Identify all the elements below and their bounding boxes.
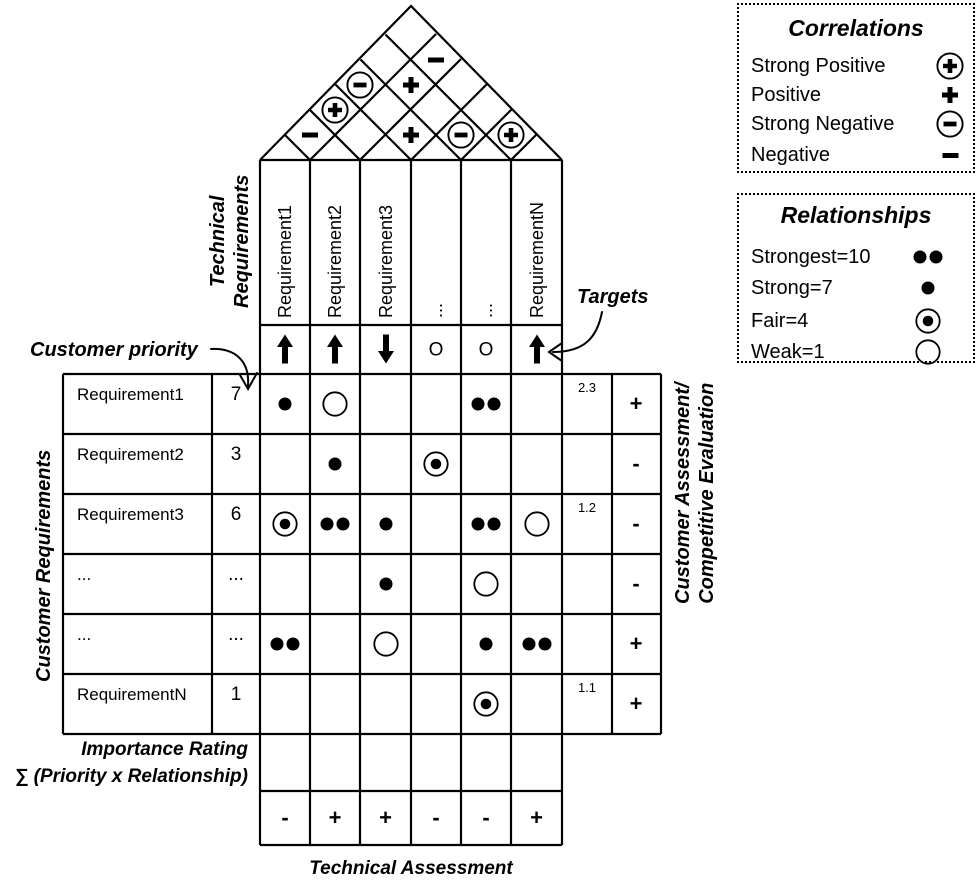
assessment-sign-cell: [630, 633, 643, 655]
legend-item-label: Strong Negative: [751, 112, 895, 135]
tech-column-header: RequirementN: [526, 201, 547, 318]
legend-item: [751, 337, 971, 367]
assessment-value: 1.2: [577, 500, 597, 515]
legend-item: [751, 109, 971, 139]
target-symbol: [377, 334, 394, 364]
relationship-symbol: [423, 451, 449, 477]
tech-column-header: Requirement3: [375, 204, 396, 318]
roof-correlation-symbol: [402, 126, 420, 144]
relationship-symbol: [373, 631, 399, 657]
roof-correlation-symbol: [321, 96, 349, 124]
legend-item-label: Positive: [751, 83, 822, 106]
circle_minus-icon: [930, 110, 970, 138]
legend-item: [751, 306, 971, 336]
legend-item: [751, 51, 971, 81]
target-o: O: [478, 339, 494, 361]
dot-icon: [908, 281, 948, 295]
row-name: Requirement1: [77, 385, 184, 404]
customer-priority-label: Customer priority: [30, 339, 198, 361]
relationship-symbol: [471, 517, 501, 531]
technical-requirements-line1: Technical: [207, 195, 229, 288]
relationship-symbol: [473, 571, 499, 597]
row-priority: 3: [230, 444, 242, 465]
row-priority: 7: [230, 384, 242, 405]
tech-assessment-sign: -: [482, 805, 490, 830]
roof-correlation-symbol: [402, 76, 420, 94]
tech-column-header: Requirement1: [275, 204, 295, 318]
legend-item: [751, 140, 971, 170]
plus-icon: [930, 86, 970, 104]
roof-correlation-symbol: [302, 132, 319, 139]
legend-item: [751, 242, 971, 272]
legend-item-label: Weak=1: [751, 340, 825, 363]
tech-assessment-cell: [329, 807, 342, 829]
tech-assessment-cell: [281, 807, 288, 829]
targets-label: Targets: [577, 286, 649, 308]
relationship-symbol: [328, 457, 342, 471]
tech-column-header: Requirement2: [325, 204, 345, 318]
tech-column-header: ...: [426, 302, 446, 318]
customer-assessment-line2: Competitive Evaluation: [696, 382, 718, 604]
row-priority: 1: [230, 684, 242, 705]
tech-assessment-sign: -: [281, 805, 289, 830]
relationship-symbol: [320, 517, 350, 531]
technical-assessment-label: Technical Assessment: [309, 858, 513, 879]
tech-assessment-cell: [482, 807, 489, 829]
legend-item: [751, 80, 971, 110]
tech-assessment-cell: [530, 807, 543, 829]
customer-assessment-label: [671, 382, 719, 604]
row-name: Requirement2: [77, 445, 184, 464]
importance-rating-line2: ∑ (Priority x Relationship): [14, 766, 248, 787]
assessment-sign: +: [629, 631, 643, 656]
technical-requirements-line2: Requirements: [231, 174, 253, 308]
relationships-legend-title: Relationships: [780, 202, 932, 228]
dot2-icon: [908, 250, 948, 264]
circle_plus-icon: [930, 52, 970, 80]
customer-assessment-line1: Customer Assessment/: [672, 382, 694, 604]
tech-assessment-sign: +: [530, 805, 543, 830]
assessment-sign: +: [629, 391, 643, 416]
correlations-legend: [737, 3, 975, 173]
minus-icon: [930, 152, 970, 159]
target-symbol: [479, 341, 494, 360]
roof-correlation-symbol: [497, 121, 525, 149]
legend-item-label: Strong Positive: [751, 54, 886, 77]
correlations-legend-title: Correlations: [788, 15, 924, 41]
relationships-legend: [737, 193, 975, 363]
roof-correlation-symbol: [428, 57, 445, 64]
assessment-sign-cell: [632, 573, 639, 595]
row-name: Requirement3: [77, 505, 184, 524]
relationship-symbol: [270, 637, 300, 651]
target-o: O: [428, 339, 444, 361]
row-priority: ...: [228, 564, 244, 585]
target-symbol: [528, 334, 545, 364]
relationship-symbol: [479, 637, 493, 651]
relationship-symbol: [278, 397, 292, 411]
relationship-symbol: [379, 517, 393, 531]
circle-icon: [908, 339, 948, 365]
assessment-sign: -: [632, 571, 640, 596]
roof-correlation-symbol: [346, 71, 374, 99]
assessment-value: 1.1: [577, 680, 597, 695]
legend-item-label: Negative: [751, 143, 830, 166]
relationship-symbol: [524, 511, 550, 537]
tech-assessment-cell: [432, 807, 439, 829]
relationship-symbol: [471, 397, 501, 411]
relationship-symbol: [272, 511, 298, 537]
row-name: ...: [77, 625, 92, 644]
assessment-sign: -: [632, 451, 640, 476]
target-symbol: [277, 334, 294, 364]
assessment-sign: +: [629, 691, 643, 716]
relationship-symbol: [473, 691, 499, 717]
row-name: ...: [77, 565, 92, 584]
row-priority: 6: [230, 504, 242, 525]
legend-item-label: Strongest=10: [751, 245, 871, 268]
importance-rating-line1: Importance Rating: [81, 739, 248, 760]
customer-requirements-label: Customer Requirements: [33, 449, 55, 682]
row-name: RequirementN: [77, 685, 187, 704]
circle_dot-icon: [908, 308, 948, 334]
technical-requirements-label: [206, 175, 254, 308]
assessment-sign: -: [632, 511, 640, 536]
tech-assessment-sign: +: [328, 805, 342, 830]
roof-correlation-symbol: [447, 121, 475, 149]
assessment-sign-cell: [632, 453, 639, 475]
relationship-symbol: [322, 391, 348, 417]
assessment-sign-cell: [630, 393, 643, 415]
row-priority: ...: [228, 624, 244, 645]
relationship-symbol: [522, 637, 552, 651]
assessment-value: 2.3: [577, 380, 597, 395]
legend-item-label: Strong=7: [751, 276, 833, 299]
importance-rating-label: [10, 736, 248, 790]
target-symbol: [327, 334, 344, 364]
tech-column-header: ...: [476, 302, 496, 318]
assessment-sign-cell: [632, 513, 639, 535]
tech-assessment-sign: +: [379, 805, 392, 830]
tech-assessment-cell: [379, 807, 392, 829]
relationship-symbol: [379, 577, 393, 591]
target-symbol: [429, 341, 444, 360]
legend-item-label: Fair=4: [751, 309, 809, 332]
assessment-sign-cell: [630, 693, 643, 715]
legend-item: [751, 273, 971, 303]
tech-assessment-sign: -: [432, 805, 440, 830]
